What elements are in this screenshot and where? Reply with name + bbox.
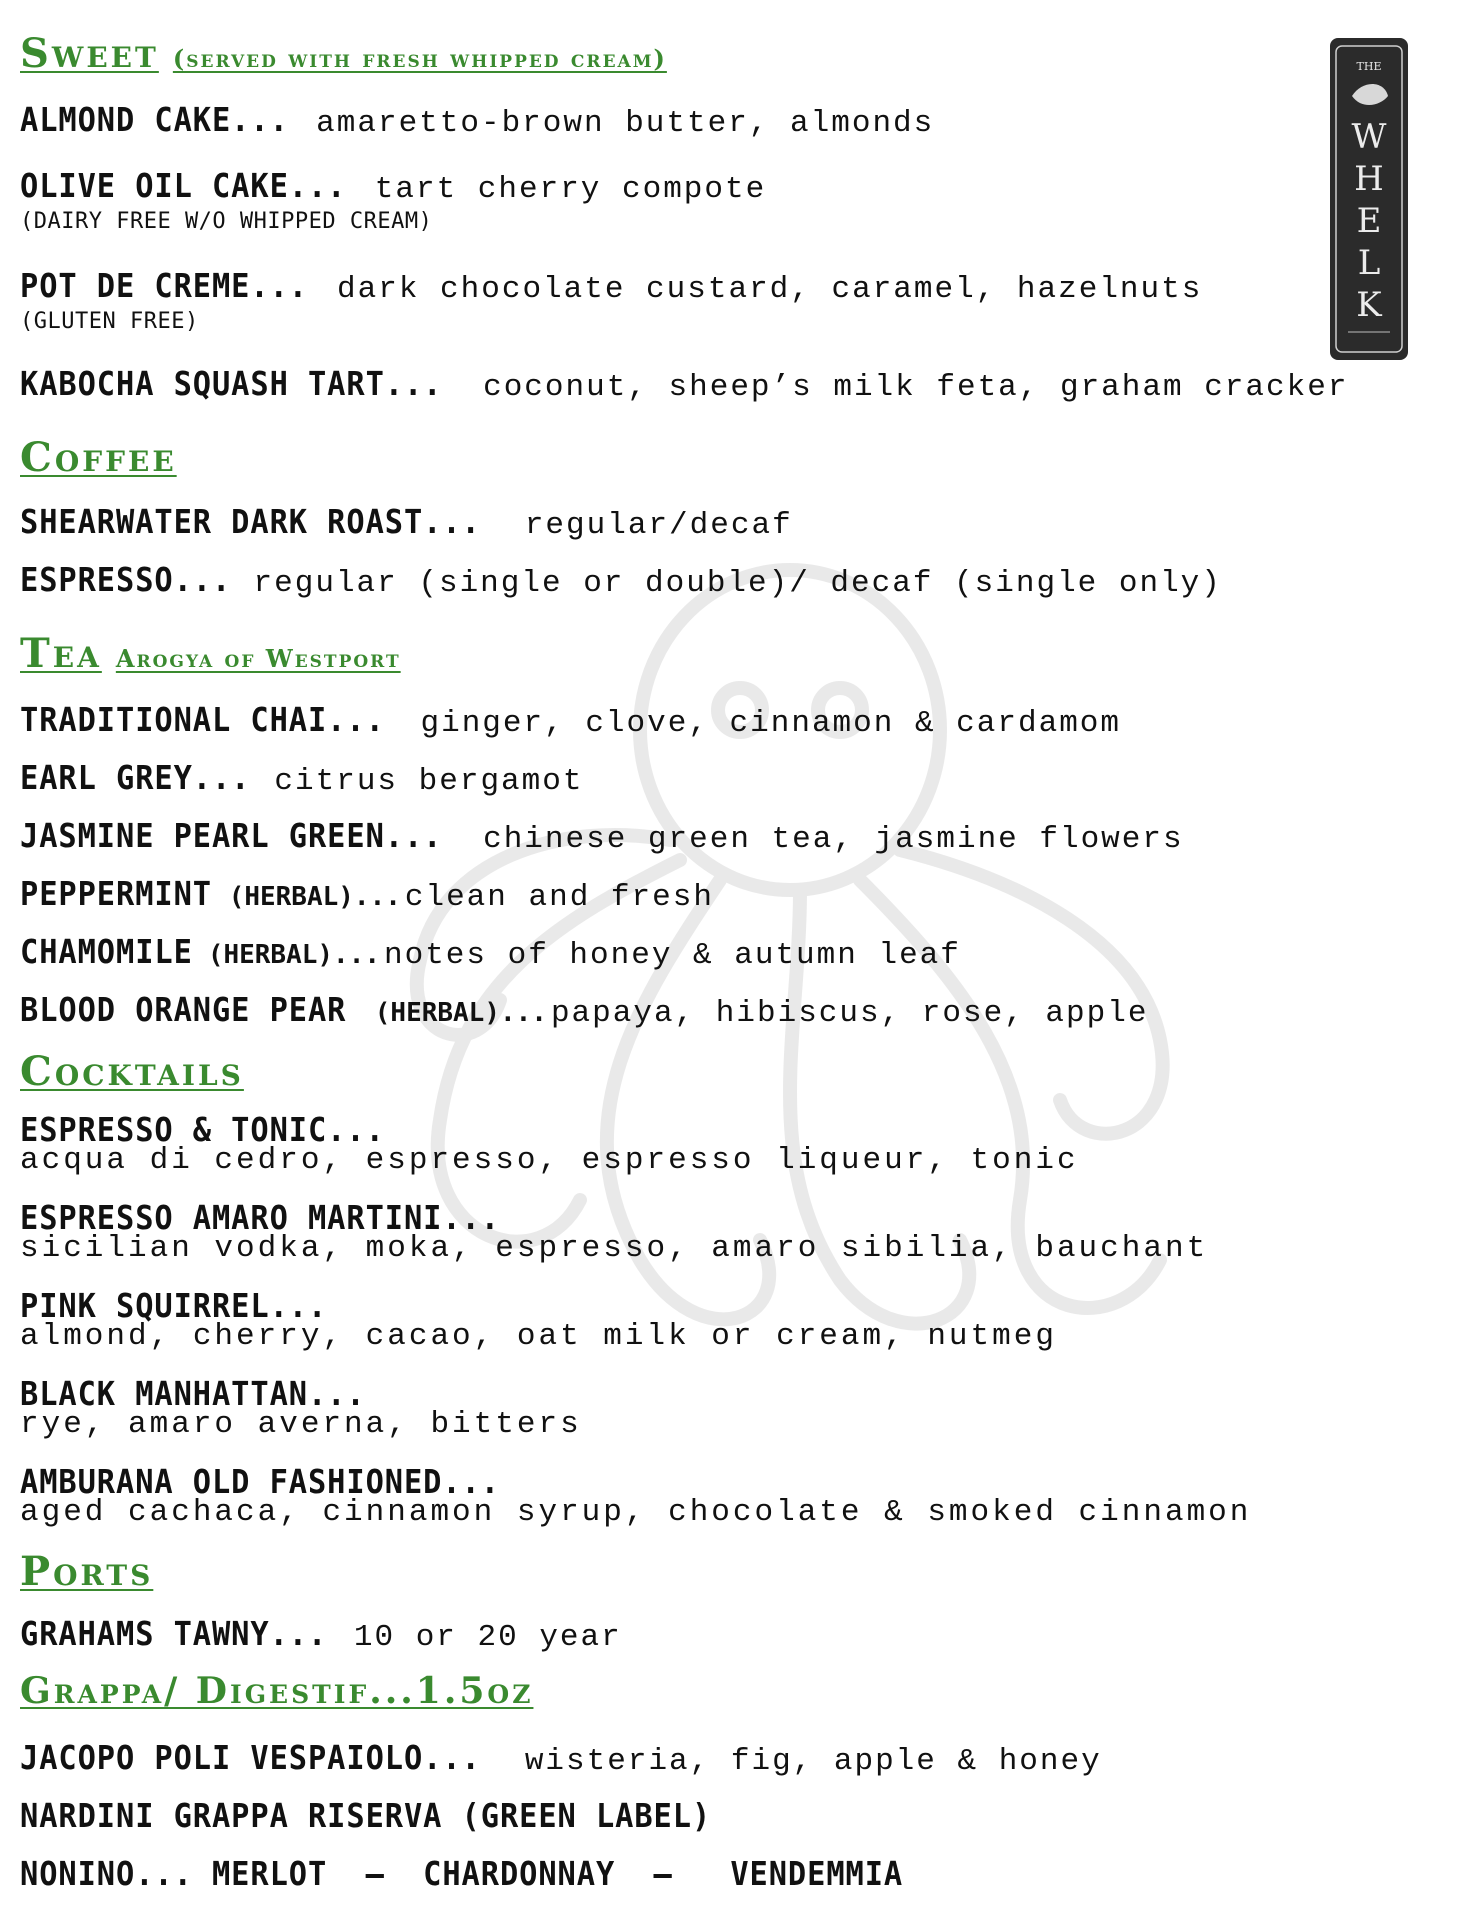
item-desc: regular/decaf: [524, 508, 793, 543]
cocktails-section-header: [20, 1048, 244, 1095]
tea-title: Tea: [20, 630, 102, 677]
ports-section-header: [20, 1548, 153, 1595]
item-name: NONINO... MERLOT — CHARDONNAY — VENDEMMIA: [20, 1854, 904, 1893]
item-name: ESPRESSO...: [20, 560, 232, 599]
item-name: SHEARWATER DARK ROAST...: [20, 502, 481, 541]
coffee-section-header: [20, 434, 177, 481]
menu-item: [20, 990, 1148, 1031]
svg-text:THE: THE: [1356, 60, 1382, 73]
item-desc: coconut, sheep’s milk feta, graham cracker: [483, 370, 1349, 405]
ports-title: Ports: [20, 1548, 154, 1595]
item-name: JASMINE PEARL GREEN...: [20, 816, 443, 855]
menu-item: [20, 1614, 622, 1655]
tea-subtitle: Arogya of Westport: [115, 644, 401, 673]
cocktails-title: Cocktails: [20, 1048, 244, 1095]
item-name: AMBURANA OLD FASHIONED...: [20, 1462, 500, 1501]
svg-text:L: L: [1357, 243, 1381, 283]
item-desc: clean and fresh: [404, 880, 714, 915]
the-whelk-logo: [1328, 36, 1410, 362]
coffee-title: Coffee: [20, 434, 177, 481]
menu-item: [20, 502, 793, 543]
menu-item: [20, 874, 714, 915]
menu-item: [20, 560, 1222, 601]
tea-section-header: [20, 630, 401, 677]
menu-item: [20, 364, 1348, 405]
menu-item: [20, 100, 934, 141]
item-desc: aged cachaca, cinnamon syrup, chocolate & smoked cinnamon: [20, 1495, 1252, 1530]
menu-item: [20, 1462, 1251, 1530]
item-name: GRAHAMS TAWNY...: [20, 1614, 328, 1653]
item-desc: notes of honey & autumn leaf: [384, 938, 961, 973]
item-desc: citrus bergamot: [274, 764, 584, 799]
item-desc: papaya, hibiscus, rose, apple: [550, 996, 1149, 1031]
menu-item: [20, 1374, 582, 1442]
item-name: PEPPERMINT: [20, 874, 212, 913]
item-herbal-tag: (HERBAL)...: [374, 998, 547, 1028]
item-desc: chinese green tea, jasmine flowers: [483, 822, 1184, 857]
item-name: OLIVE OIL CAKE...: [20, 166, 347, 205]
item-desc: 10 or 20 year: [353, 1620, 622, 1655]
item-name: KABOCHA SQUASH TART...: [20, 364, 443, 403]
item-note: (DAIRY FREE W/O WHIPPED CREAM): [20, 209, 433, 234]
item-name: NARDINI GRAPPA RISERVA (GREEN LABEL): [20, 1796, 712, 1835]
menu-item: [20, 932, 961, 973]
item-desc: sicilian vodka, moka, espresso, amaro sibilia, bauchant: [20, 1231, 1209, 1266]
item-desc: ginger, clove, cinnamon & cardamom: [420, 706, 1122, 741]
item-desc: almond, cherry, cacao, oat milk or cream, nutmeg: [20, 1319, 1057, 1354]
item-desc: amaretto-brown butter, almonds: [316, 106, 935, 141]
item-name: BLOOD ORANGE PEAR: [20, 990, 347, 1029]
sweet-section-header: [20, 30, 667, 77]
menu-item: [20, 1854, 980, 1893]
item-name: ESPRESSO AMARO MARTINI...: [20, 1198, 500, 1237]
sweet-title: Sweet: [20, 30, 159, 77]
menu-item: [20, 700, 1121, 741]
grappa-section-header: [20, 1670, 533, 1712]
item-herbal-tag: (HERBAL)...: [228, 882, 401, 912]
menu-item: [20, 758, 583, 799]
menu-item: [20, 1198, 1208, 1266]
item-name: BLACK MANHATTAN...: [20, 1374, 366, 1413]
item-name: PINK SQUIRREL...: [20, 1286, 328, 1325]
octopus-watermark-icon: [380, 560, 1200, 1400]
item-name: EARL GREY...: [20, 758, 251, 797]
item-name: ALMOND CAKE...: [20, 100, 289, 139]
item-desc: dark chocolate custard, caramel, hazelnuts: [337, 272, 1203, 307]
item-name: JACOPO POLI VESPAIOLO...: [20, 1738, 481, 1777]
item-note: (GLUTEN FREE): [20, 309, 199, 334]
item-name: CHAMOMILE: [20, 932, 193, 971]
menu-item: [20, 166, 766, 234]
item-desc: rye, amaro averna, bitters: [20, 1407, 582, 1442]
item-name: POT DE CREME...: [20, 266, 308, 305]
svg-text:W: W: [1351, 117, 1387, 157]
item-name: TRADITIONAL CHAI...: [20, 700, 385, 739]
menu-item: [20, 1796, 771, 1835]
item-herbal-tag: (HERBAL)...: [207, 940, 380, 970]
menu-item: [20, 816, 1184, 857]
svg-text:E: E: [1356, 201, 1382, 241]
grappa-title: Grappa/ Digestif...1.5oz: [20, 1670, 534, 1712]
item-name: ESPRESSO & TONIC...: [20, 1110, 385, 1149]
menu-item: [20, 1286, 1057, 1354]
item-desc: tart cherry compote: [374, 172, 767, 207]
item-desc: regular (single or double)/ decaf (single only): [253, 566, 1222, 601]
item-desc: acqua di cedro, espresso, espresso liqueur, tonic: [20, 1143, 1079, 1178]
menu-item: [20, 266, 1202, 334]
menu-item: [20, 1110, 1079, 1178]
menu-item: [20, 1738, 1102, 1779]
svg-text:K: K: [1356, 285, 1382, 325]
item-desc: wisteria, fig, apple & honey: [524, 1744, 1102, 1779]
sweet-subtitle: (served with fresh whipped cream): [172, 44, 667, 73]
svg-text:H: H: [1354, 159, 1384, 199]
